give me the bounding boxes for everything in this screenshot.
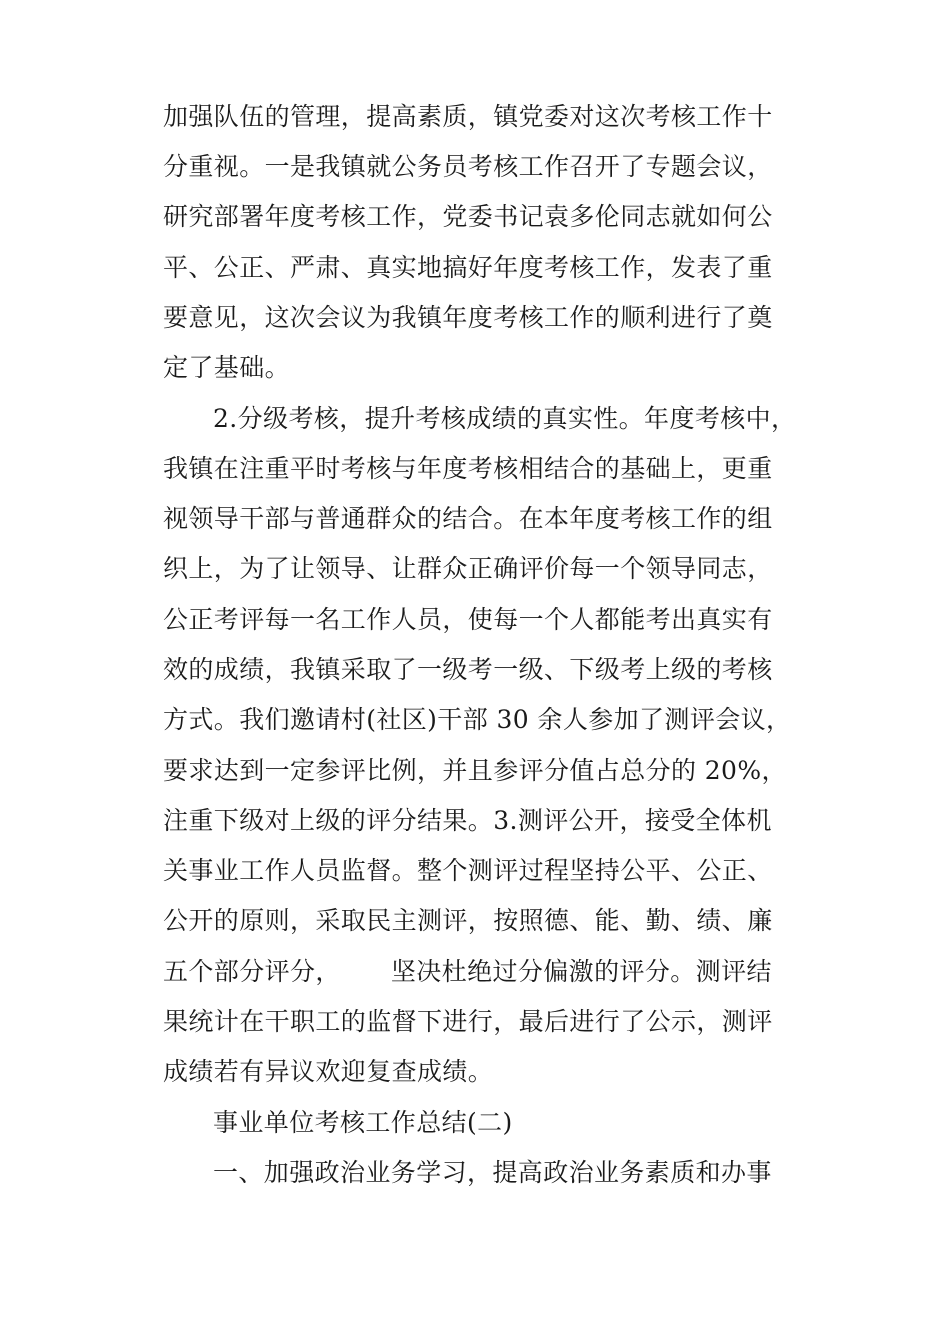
text-line: 五个部分评分， 坚决杜绝过分偏激的评分。测评结 — [163, 957, 772, 986]
text-line: 加强队伍的管理，提高素质，镇党委对这次考核工作十 — [163, 102, 773, 131]
text-line: 一、加强政治业务学习，提高政治业务素质和办事 — [213, 1158, 772, 1187]
text-line: 分重视。一是我镇就公务员考核工作召开了专题会议， — [163, 152, 773, 181]
text-line: 平、公正、严肃、真实地搞好年度考核工作，发表了重 — [163, 253, 773, 282]
text-line: 果统计在干职工的监督下进行，最后进行了公示，测评 — [163, 1007, 773, 1036]
text-line: 定了基础。 — [163, 353, 291, 382]
text-line: 织上，为了让领导、让群众正确评价每一个领导同志， — [163, 554, 773, 583]
text-line: 视领导干部与普通群众的结合。在本年度考核工作的组 — [163, 504, 773, 533]
text-line: 研究部署年度考核工作，党委书记袁多伦同志就如何公 — [163, 202, 773, 231]
text-line: 关事业工作人员监督。整个测评过程坚持公平、公正、 — [163, 856, 773, 885]
text-line: 方式。我们邀请村(社区)干部 30 余人参加了测评会议， — [163, 705, 792, 734]
text-line: 注重下级对上级的评分结果。3.测评公开，接受全体机 — [163, 806, 772, 835]
text-line: 要求达到一定参评比例，并且参评分值占总分的 20%， — [163, 756, 787, 785]
section-heading: 事业单位考核工作总结(二) — [213, 1108, 513, 1137]
text-line: 我镇在注重平时考核与年度考核相结合的基础上，更重 — [163, 454, 773, 483]
text-line: 公正考评每一名工作人员，使每一个人都能考出真实有 — [163, 605, 773, 634]
text-line: 要意见，这次会议为我镇年度考核工作的顺利进行了奠 — [163, 303, 773, 332]
text-line: 效的成绩，我镇采取了一级考一级、下级考上级的考核 — [163, 655, 773, 684]
text-line: 成绩若有异议欢迎复查成绩。 — [163, 1057, 494, 1086]
text-line: 公开的原则，采取民主测评，按照德、能、勤、绩、廉 — [163, 906, 773, 935]
text-line: 2.分级考核，提升考核成绩的真实性。年度考核中， — [213, 404, 797, 433]
